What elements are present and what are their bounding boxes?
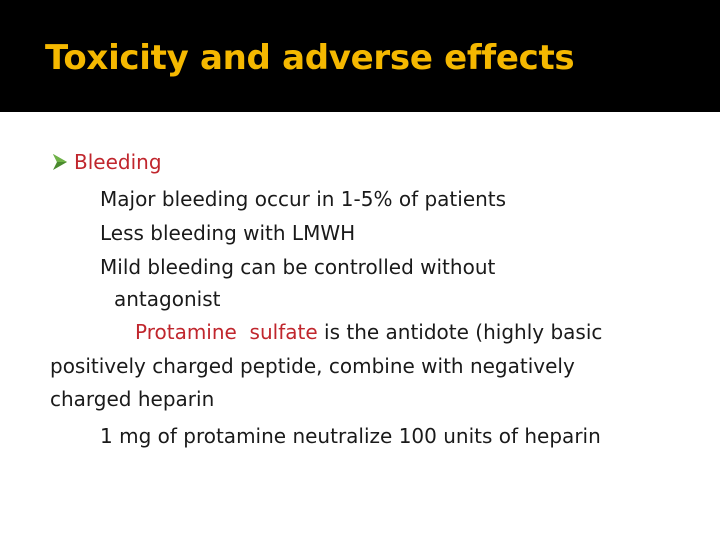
protamine-line xyxy=(135,318,602,346)
neutralize-line: 1 mg of protamine neutralize 100 units of heparin xyxy=(100,424,601,448)
peptide-line: positively charged peptide, combine with negatively xyxy=(50,354,575,378)
antagonist-line: antagonist xyxy=(114,287,221,311)
major-bleeding-line: Major bleeding occur in 1-5% of patients xyxy=(100,187,507,211)
less-bleeding-line: Less bleeding with LMWH xyxy=(100,221,356,245)
protamine-sulfate-term: Protamine sulfate xyxy=(135,320,318,344)
antidote-text: is the antidote (highly basic xyxy=(317,320,603,344)
mild-bleeding-line: Mild bleeding can be controlled without xyxy=(100,255,496,279)
slide-title: Toxicity and adverse effects xyxy=(45,38,575,78)
charged-heparin-line: charged heparin xyxy=(50,387,215,411)
bleeding-heading: Bleeding xyxy=(74,150,162,174)
arrow-bullet-icon xyxy=(50,152,70,172)
